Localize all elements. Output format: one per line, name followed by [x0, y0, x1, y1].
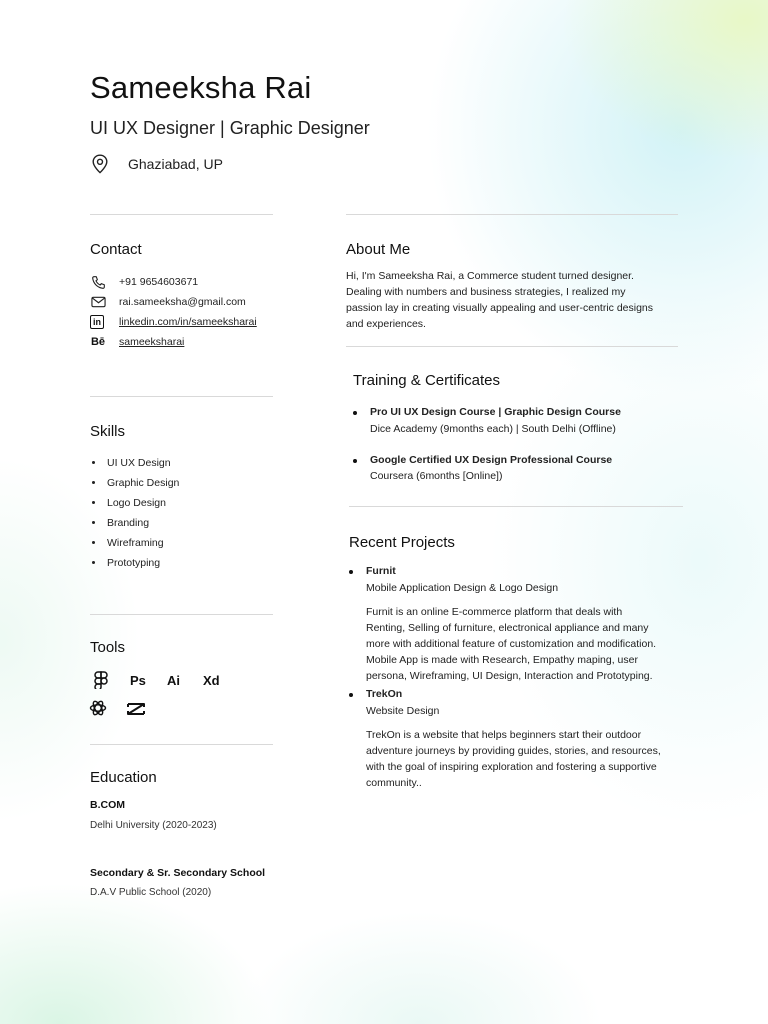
about-text [346, 268, 686, 332]
training-heading: Training & Certificates [353, 372, 500, 389]
divider [90, 214, 273, 215]
resume-role: UI UX Designer | Graphic Designer [90, 118, 370, 138]
education-institution: Delhi University (2020-2023) [90, 820, 217, 831]
training-title: Google Certified UX Design Professional Course [370, 454, 613, 466]
bullet [353, 411, 357, 415]
training-detail: Dice Academy (9months each) | South Delhi (Offline) [370, 423, 616, 435]
bullet [353, 459, 357, 463]
skill-item: UI UX Design [90, 453, 270, 473]
phone-icon [90, 274, 106, 290]
capcut-icon [126, 701, 146, 722]
tools-heading: Tools [90, 639, 126, 656]
education-degree: B.COM [90, 799, 125, 811]
skills-heading: Skills [90, 423, 126, 440]
illustrator-icon: Ai [167, 673, 180, 688]
resume-name: Sameeksha Rai [90, 70, 312, 105]
mail-icon [90, 294, 106, 310]
project-description [366, 604, 696, 684]
project-description [366, 727, 696, 791]
education-degree: Secondary & Sr. Secondary School [90, 867, 266, 879]
project-line: Mobile App is made with Research, Empathy maping, user [366, 654, 638, 666]
skill-item: Graphic Design [90, 473, 270, 493]
divider [90, 744, 273, 745]
behance-icon [90, 334, 106, 350]
contact-heading: Contact [90, 241, 142, 258]
chatgpt-icon [89, 699, 107, 722]
about-line: and experiences. [346, 318, 426, 330]
about-line: Hi, I'm Sameeksha Rai, a Commerce student turned designer. [346, 270, 634, 282]
contact-email [90, 294, 246, 310]
project-line: with the goal of inspiring exploration and fostering a supportive [366, 761, 657, 773]
divider [346, 214, 678, 215]
email-text[interactable]: rai.sameeksha@gmail.com [119, 296, 246, 308]
about-line: passion lay in creating visually appealing and user-centric designs [346, 302, 654, 314]
education-heading: Education [90, 769, 157, 786]
location-text: Ghaziabad, UP [128, 156, 223, 172]
divider [349, 506, 683, 507]
project-name: Furnit [366, 565, 396, 577]
education-institution: D.A.V Public School (2020) [90, 887, 212, 898]
about-line: Dealing with numbers and business strategies, I realized my [346, 286, 626, 298]
skill-item: Logo Design [90, 493, 270, 513]
linkedin-icon [90, 315, 104, 329]
project-line: adventure journeys by providing guides, stories, and resources, [366, 745, 661, 757]
training-title: Pro UI UX Design Course | Graphic Design Course [370, 406, 621, 418]
project-type: Mobile Application Design & Logo Design [366, 582, 559, 594]
projects-heading: Recent Projects [349, 534, 455, 551]
divider [90, 396, 273, 397]
behance-icon-glyph: Bē [90, 336, 106, 348]
behance-link[interactable]: sameeksharai [119, 336, 185, 348]
project-type: Website Design [366, 705, 440, 717]
project-line: Furnit is an online E-commerce platform that deals with [366, 606, 623, 618]
location-pin-icon [91, 154, 109, 174]
linkedin-icon-glyph: in [93, 317, 101, 327]
contact-phone [90, 274, 199, 290]
project-line: community.. [366, 777, 422, 789]
phone-text: +91 9654603671 [119, 276, 199, 288]
skill-item: Wireframing [90, 533, 270, 553]
project-line: more with additional feature of customization and modification. [366, 638, 657, 650]
contact-linkedin [90, 314, 257, 330]
contact-behance [90, 334, 185, 350]
about-heading: About Me [346, 241, 411, 258]
project-name: TrekOn [366, 688, 403, 700]
xd-icon: Xd [203, 673, 220, 688]
linkedin-link[interactable]: linkedin.com/in/sameeksharai [119, 316, 257, 328]
divider [90, 614, 273, 615]
training-detail: Coursera (6months [Online]) [370, 470, 503, 482]
bullet [349, 570, 353, 574]
skill-item: Prototyping [90, 553, 270, 573]
photoshop-icon: Ps [130, 673, 146, 688]
figma-icon [94, 671, 108, 694]
project-line: TrekOn is a website that helps beginners start their outdoor [366, 729, 642, 741]
bullet [349, 693, 353, 697]
divider [346, 346, 678, 347]
skills-list [90, 453, 270, 573]
skill-item: Branding [90, 513, 270, 533]
project-line: Renting, Selling of furniture, electronical appliance and many [366, 622, 649, 634]
project-line: persona, Wireframing, UI Design, Interaction and Prototyping. [366, 670, 653, 682]
